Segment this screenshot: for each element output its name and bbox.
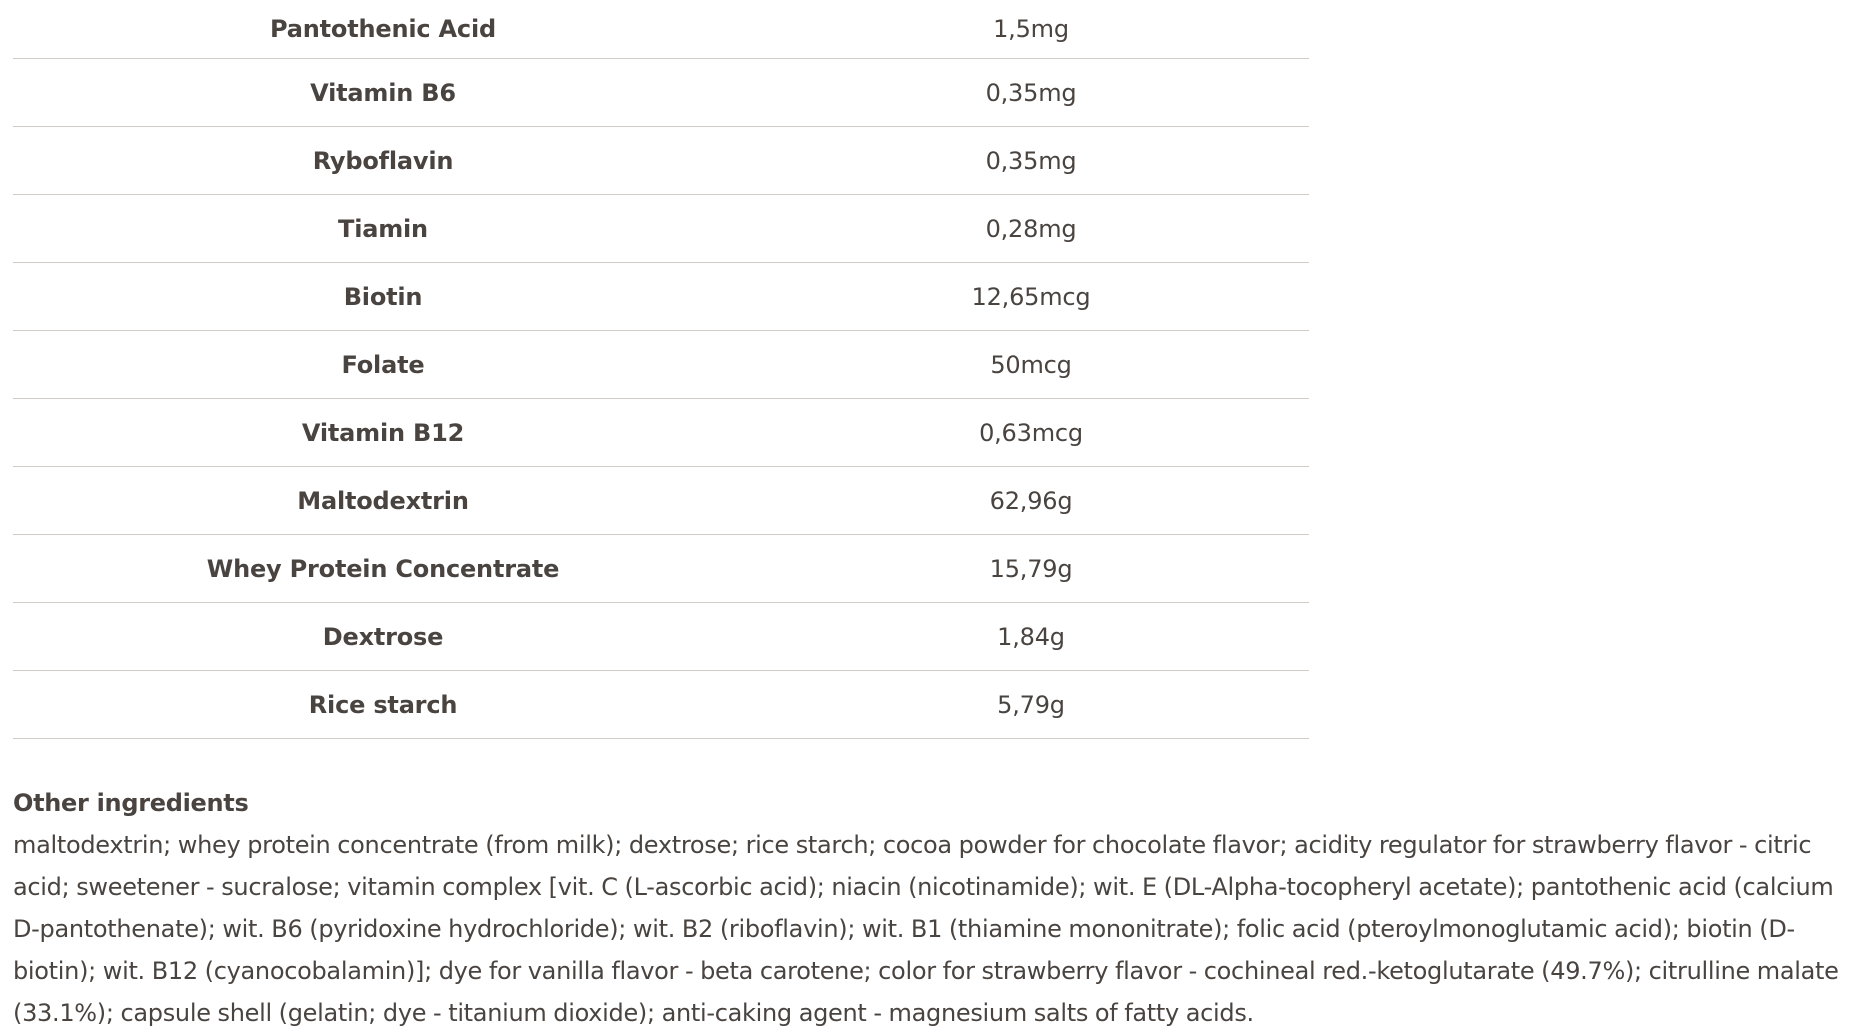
nutrient-value: 1,84g: [753, 603, 1309, 671]
nutrient-name: Vitamin B12: [13, 399, 753, 467]
table-row: [13, 671, 1309, 739]
table-row: [13, 0, 1309, 59]
nutrient-value: 0,35mg: [753, 59, 1309, 127]
nutrient-value: 12,65mcg: [753, 263, 1309, 331]
nutrient-name: Ryboflavin: [13, 127, 753, 195]
nutrient-name: Rice starch: [13, 671, 753, 739]
table-row: [13, 331, 1309, 399]
nutrient-value: 0,28mg: [753, 195, 1309, 263]
table-row: [13, 195, 1309, 263]
table-row: [13, 467, 1309, 535]
table-row: [13, 59, 1309, 127]
nutrient-name: Folate: [13, 331, 753, 399]
table-row: [13, 127, 1309, 195]
nutrient-value: 15,79g: [753, 535, 1309, 603]
other-ingredients-section: [13, 782, 1861, 1034]
nutrient-name: Biotin: [13, 263, 753, 331]
nutrient-name: Whey Protein Concentrate: [13, 535, 753, 603]
table-row: [13, 263, 1309, 331]
nutrient-name: Vitamin B6: [13, 59, 753, 127]
nutrient-name: Tiamin: [13, 195, 753, 263]
table-row: [13, 399, 1309, 467]
nutrient-value: 5,79g: [753, 671, 1309, 739]
nutrient-name: Dextrose: [13, 603, 753, 671]
nutrient-value: 0,63mcg: [753, 399, 1309, 467]
nutrition-table: [13, 0, 1309, 739]
table-row: [13, 535, 1309, 603]
nutrient-value: 62,96g: [753, 467, 1309, 535]
other-ingredients-text: maltodextrin; whey protein concentrate (from milk); dextrose; rice starch; cocoa powder for chocolate flavor; acidity regulator for strawberry flavor - citric acid; sweetener - sucralose; vitamin complex [vit. C (L-ascorbic acid); niacin (nicotinamide); wit. E (DL-Alpha-tocopheryl acetate); pantothenic acid (calcium D-pantothenate); wit. B6 (pyridoxine hydrochloride); wit. B2 (riboflavin); wit. B1 (thiamine mononitrate); folic acid (pteroylmonoglutamic acid); biotin (D-biotin); wit. B12 (cyanocobalamin)]; dye for vanilla flavor - beta carotene; color for strawberry flavor - cochineal red.-ketoglutarate (49.7%); citrulline malate (33.1%); capsule shell (gelatin; dye - titanium dioxide); anti-caking agent - magnesium salts of fatty acids.: [13, 831, 1839, 1027]
nutrient-value: 1,5mg: [753, 0, 1309, 59]
other-ingredients-heading: Other ingredients: [13, 789, 249, 817]
table-row: [13, 603, 1309, 671]
nutrient-name: Maltodextrin: [13, 467, 753, 535]
nutrient-value: 50mcg: [753, 331, 1309, 399]
nutrient-value: 0,35mg: [753, 127, 1309, 195]
nutrient-name: Pantothenic Acid: [13, 0, 753, 59]
